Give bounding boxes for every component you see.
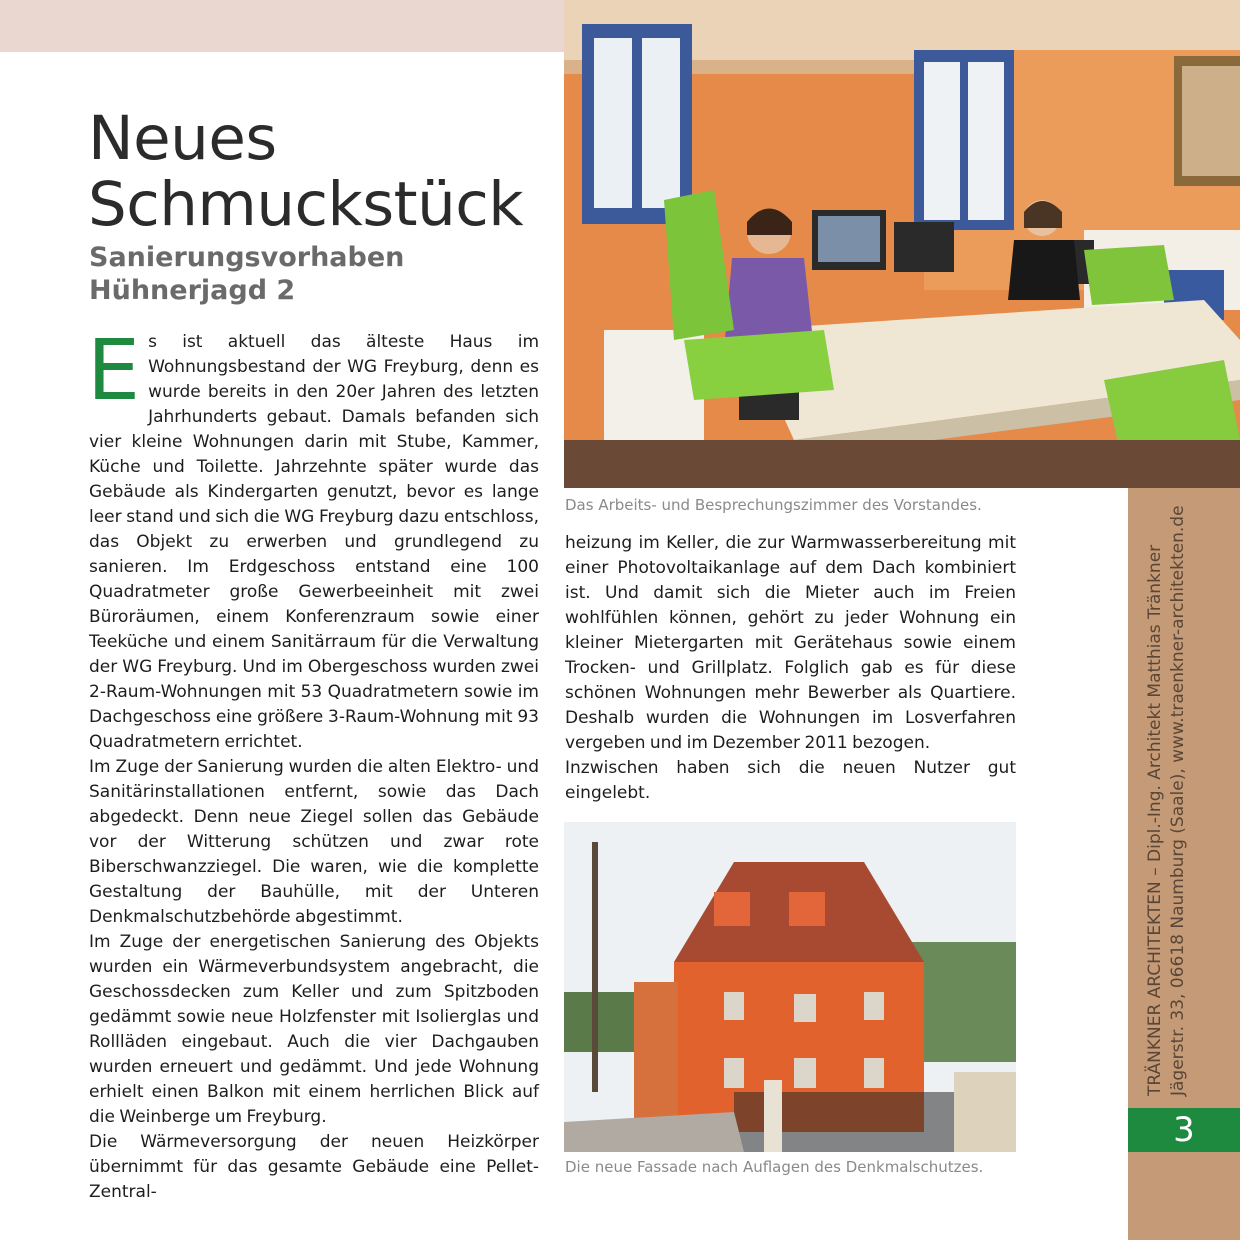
- page-number: 3: [1128, 1108, 1240, 1152]
- subtitle-line-1: Sanierungsvorhaben: [89, 242, 405, 273]
- article-paragraph-5: heizung im Keller, die zur Warmwasserbereitung mit einer Photovoltaikanlage auf dem Dach kombiniert ist. Und damit sich die Mieter auch im Freien wohlfühlen können, gehört zu jeder Wohnung ein kleiner Mietergarten mit Gerätehaus sowie einem Trocken- und Grillplatz. Folglich gab es für diese schönen Wohnungen mehr Bewerber als Quartiere. Deshalb wurden die Wohnungen im Losverfahren vergeben und im Dezember 2011 bezogen.: [565, 533, 1016, 753]
- article-paragraph-6: Inzwischen haben sich die neuen Nutzer gut eingelebt.: [565, 758, 1016, 803]
- subtitle-line-2: Hühnerjagd 2: [89, 275, 296, 306]
- page-subtitle: [89, 241, 404, 307]
- page-title: [88, 103, 524, 240]
- article-paragraph-1: [87, 321, 539, 755]
- office-photo: [564, 0, 1240, 488]
- facade-photo-caption: Die neue Fassade nach Auflagen des Denkmalschutzes.: [565, 1158, 984, 1176]
- facade-photo: [564, 822, 1016, 1152]
- article-paragraph-3: Im Zuge der energetischen Sanierung des Objekts wurden ein Wärmeverbundsystem angebracht, die Geschossdecken zum Keller und zum Spitzboden gedämmt sowie neue Holzfenster mit Isolierglas und Rollläden eingebaut. Auch die vier Dachgauben wurden erneuert und gedämmt. Und jede Wohnung erhielt einen Balkon mit einem herrlichen Blick auf die Weinberge um Freyburg.: [89, 932, 539, 1127]
- article-paragraph-2: Im Zuge der Sanierung wurden die alten Elektro- und Sanitärinstallationen entfernt, sowie das Dach abgedeckt. Denn neue Ziegel sollen das Gebäude vor der Witterung schützen und zwar rote Biberschwanzziegel. Die waren, wie die komplette Gestaltung der Bauhülle, mit der Unteren Denkmalschutzbehörde abgestimmt.: [89, 757, 539, 927]
- drop-cap: E: [87, 321, 141, 419]
- article-paragraph-4: Die Wärmeversorgung der neuen Heizkörper übernimmt für das gesamte Gebäude eine Pellet-Zentral-: [89, 1132, 539, 1202]
- top-color-band: [0, 0, 564, 52]
- title-line-2: Schmuckstück: [88, 169, 524, 240]
- article-column-1: [87, 321, 539, 1205]
- office-photo-caption: Das Arbeits- und Besprechungszimmer des Vorstandes.: [565, 496, 982, 514]
- architect-credit-line-2: Jägerstr. 33, 06618 Naumburg (Saale), www.traenkner-architekten.de: [1168, 505, 1188, 1096]
- paragraph-1-text: s ist aktuell das älteste Haus im Wohnungsbestand der WG Freyburg, denn es wurde bereits in den 20er Jahren des letzten Jahrhunderts gebaut. Damals befanden sich vier kleine Wohnungen darin mit Stube, Kammer, Küche und Toilette. Jahrzehnte später wurde das Gebäude als Kindergarten genutzt, bevor es lange leer stand und sich die WG Freyburg dazu entschloss, das Objekt zu erwerben und grundlegend zu sanieren. Im Erdgeschoss entstand eine 100 Quadratmeter große Gewerbeeinheit mit zwei Büroräumen, einem Konferenzraum sowie einer Teeküche und einem Sanitärraum für die Verwaltung der WG Freyburg. Und im Obergeschoss wurden zwei 2-Raum-Wohnungen mit 53 Quadratmetern sowie im Dachgeschoss eine größere 3-Raum-Wohnung mit 93 Quadratmetern errichtet.: [89, 332, 539, 752]
- title-line-1: Neues: [88, 103, 277, 174]
- article-column-2: [565, 531, 1016, 806]
- architect-credit: [1144, 476, 1190, 1096]
- architect-credit-line-1: TRÄNKNER ARCHITEKTEN – Dipl.-Ing. Architekt Matthias Tränkner: [1145, 544, 1165, 1096]
